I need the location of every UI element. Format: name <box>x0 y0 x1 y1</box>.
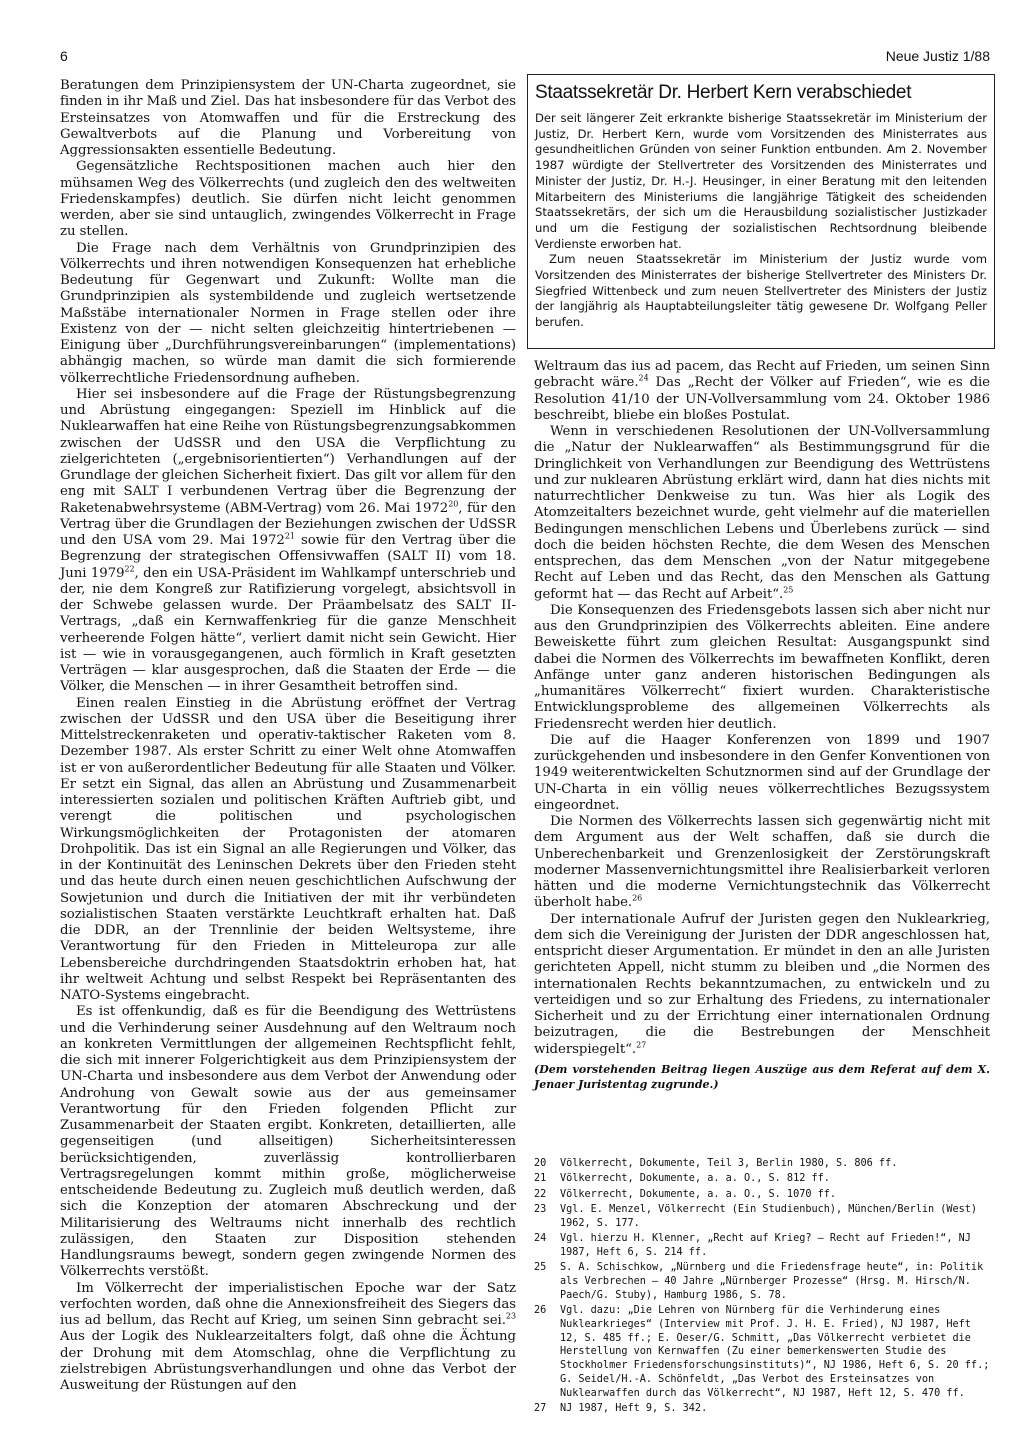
text-run: Wenn in verschiedenen Resolutionen der UN-Vollversammlung die „Natur der Nuklearwaffen“ als Bestimmungsgrund für die Dringlichkeit von Verhandlungen zur Beendigung des Wettrüstens und zur nuklearen Abrüstung erklärt wird, dann hat dies nichts mit naturrechtlicher Denkweise zu tun. Was hier als Logik des Atomzeitalters bezeichnet wurde, geht vielmehr auf die materiellen Bedingungen menschlichen Lebens und Überlebens zurück — sind doch die beiden höchsten Rechte, die dem Wesen des Menschen entsprechen, das dem Menschen „von der Natur mitgegebene Recht auf Leben und das Recht, das den Menschen als Gattung geformt hat — das Recht auf Arbeit“. <box>534 424 990 602</box>
footnote <box>534 1232 990 1260</box>
footnote-ref: 22 <box>124 564 135 574</box>
footnote-text: Vgl. E. Menzel, Völkerrecht (Ein Studienbuch), München/Berlin (West) 1962, S. 177. <box>560 1203 978 1229</box>
footnote-text: Vgl. hierzu H. Klenner, „Recht auf Krieg? — Recht auf Frieden!“, NJ 1987, Heft 6, S. 214 ff. <box>560 1232 971 1258</box>
text-run: Im Völkerrecht der imperialistischen Epoche war der Satz verfochten worden, daß ohne die Annexionsfreiheit des Siegers das ius ad bellum, das Recht auf Krieg, um seinen Sinn gebracht sei. <box>60 1280 516 1328</box>
right-column <box>534 359 990 1092</box>
text-run: , den ein USA-Präsident im Wahlkampf unterschrieb und der, nie dem Kongreß zur Ratifizierung vorgelegt, absichtsvoll in der Schwebe gelassen wurde. Der Präambelsatz des SALT II-Vertrags, „daß ein Kernwaffenkrieg für die ganze Menschheit verheerende Folgen hätte“, verliert damit nicht sein Gewicht. Hier ist — wie in vorausgegangenen, auch förmlich in Kraft gesetzten Verträgen — klar ausgesprochen, daß die Staaten der Erde — die Völker, die Menschen — in ihrer Gesamtheit betroffen sind. <box>60 565 516 695</box>
announcement-title: Staatssekretär Dr. Herbert Kern verabschiedet <box>535 82 912 103</box>
footnote <box>534 1203 990 1231</box>
footnote-text: Vgl. dazu: „Die Lehren von Nürnberg für die Verhinderung eines Nuklearkrieges“ (Interview mit Prof. J. H. E. Fried), NJ 1987, Heft 12, S. 485 ff.; E. Oeser/G. Schmitt, „Das Völkerrecht verbietet die Herstellung von Kernwaffen (Zu einer bemerkenswerten Studie des Stockholmer Friedensforschungsinstituts)“, NJ 1986, Heft 6, S. 20 ff.; G. Seidel/H.-A. Schönfeldt, „Das Verbot des Ersteinsatzes von Nuklearwaffen durch das Völkerrecht“, NJ 1987, Heft 12, S. 470 ff. <box>560 1304 990 1399</box>
footnote <box>534 1402 990 1416</box>
announcement-paragraph: Zum neuen Staatssekretär im Ministerium der Justiz wurde vom Vorsitzenden des Ministerrates der bisherige Stellvertreter des Ministers Dr. Siegfried Wittenbeck und zum neuen Stellvertreter des Ministers der Justiz der langjährig als Hauptabteilungsleiter tätig gewesene Dr. Wolfgang Peller berufen. <box>535 252 987 330</box>
text-run: Weltraum das ius ad pacem, das Recht auf Frieden, um seinen Sinn gebracht wäre. <box>534 359 990 391</box>
paragraph <box>534 912 990 1058</box>
footnote <box>534 1172 990 1186</box>
footnote-number: 26 <box>534 1304 547 1316</box>
text-run: , für den Vertrag über die Grundlagen der Beziehungen zwischen der UdSSR und den USA vom 29. Mai 1972 <box>60 500 516 548</box>
paragraph: Beratungen dem Prinzipiensystem der UN-Charta zugeordnet, sie finden in ihr Maß und Ziel. Das hat insbesondere für das Verbot des Ersteinsatzes von Atomwaffen und für die Erstreckung des Gewaltverbots auf die Planung und Vorbereitung von Aggressionsakten essentielle Bedeutung. <box>60 78 516 158</box>
announcement-paragraph: Der seit längerer Zeit erkrankte bisherige Staatssekretär im Ministerium der Justiz, Dr. Herbert Kern, wurde vom Vorsitzenden des Ministerrates aus gesundheitlichen Gründen von seiner Funktion entbunden. Am 2. November 1987 würdigte der Stellvertreter des Vorsitzenden des Ministerrates und Minister der Justiz, Dr. H.-J. Heusinger, in einer Beratung mit den leitenden Mitarbeitern des Ministeriums die langjährige Tätigkeit des scheidenden Staatssekretärs, der sich um die Herausbildung sozialistischer Justizkader und um die Festigung der sozialistischen Rechtsordnung bleibende Verdienste erworben hat. <box>535 111 987 251</box>
footnote-number: 27 <box>534 1403 547 1415</box>
text-run: sowie für den Vertrag über die Begrenzung der strategischen Offensivwaffen (SALT II) vom 18. Juni 1979 <box>60 533 516 581</box>
footnote <box>534 1157 990 1171</box>
paragraph <box>60 1281 516 1395</box>
paragraph: Es ist offenkundig, daß es für die Beendigung des Wettrüstens und die Verhinderung seiner Ausdehnung auf den Weltraum noch an konkreten Vermittlungen der allgemeinen Rechtspflicht fehlt, die sich mit innerer Folgerichtigkeit aus dem Prinzipiensystem der UN-Charta und insbesondere aus dem Verbot der Anwendung oder Androhung von Gewalt sowie aus der aus gemeinsamer Verantwortung für den Frieden folgenden Pflicht zur Zusammenarbeit der Staaten ergibt. Konkreten, detaillierten, alle gegenseitigen (und allseitigen) Sicherheitsinteressen berücksichtigenden, zuverlässig kontrollierbaren Vertragsregelungen kommt mithin große, möglicherweise entscheidende Bedeutung zu. Zugleich muß deutlich werden, daß sich die Konzeption der atomaren Abschreckung und der Militarisierung des Weltraums nicht innerhalb des rechtlich zulässigen, den Staaten zur Disposition stehenden Handlungsraums bewegt, sondern gegen zwingende Normen des Völkerrechts verstößt. <box>60 1004 516 1280</box>
editor-note: (Dem vorstehenden Beitrag liegen Auszüge aus dem Referat auf dem X. Jenaer Juristentag zugrunde.) <box>534 1062 990 1091</box>
footnote-number: 24 <box>534 1232 547 1244</box>
footnote-number: 21 <box>534 1173 547 1185</box>
footnote-text: Völkerrecht, Dokumente, a. a. O., S. 812 ff. <box>560 1173 830 1185</box>
paragraph: Einen realen Einstieg in die Abrüstung eröffnet der Vertrag zwischen der UdSSR und den USA über die Beseitigung ihrer Mittelstreckenraketen und operativ-taktischer Raketen vom 8. Dezember 1987. Als erster Schritt zu einer Welt ohne Atomwaffen ist er von außerordentlicher Bedeutung für alle Staaten und Völker. Er setzt ein Signal, das allen an Abrüstung und Zusammenarbeit interessierten sozialen und politischen Kräften Auftrieb gibt, und verengt die politischen und psychologischen Wirkungsmöglichkeiten der Protagonisten der atomaren Drohpolitik. Das ist ein Signal an alle Regierungen und Völker, das in der Kontinuität des Leninschen Dekrets über den Frieden steht und das heute durch einen neuen geschichtlichen Aufschwung der Sowjetunion und durch die Initiativen der mit ihr verbündeten sozialistischen Staaten verstärkte Leuchtkraft erhalten hat. Daß die DDR, an der Trennlinie der beiden Weltsysteme, ihre Verantwortung für den Frieden in Mitteleuropa zur alle Lebensbereiche durchdringenden Staatsdoktrin erhoben hat, hat ihr weltweit Achtung und selbst Respekt bei Repräsentanten des NATO-Systems eingebracht. <box>60 695 516 1003</box>
footnote-number: 22 <box>534 1188 547 1200</box>
text-run: Hier sei insbesondere auf die Frage der Rüstungsbegrenzung und Abrüstung eingegangen: Speziell im Hinblick auf die Nuklearwaffen hat eine Reihe von Rüstungsbegrenzungsabkommen zwischen der UdSSR und den USA die Verpflichtung zu zielgerichteten („ergebnisorientierten“) Verhandlungen auf der Grundlage der gleichen Sicherheit fixiert. Das gilt vor allem für den eng mit SALT I verbundenen Vertrag über die Begrenzung der Raketenabwehrsysteme (ABM-Vertrag) vom 26. Mai 1972 <box>60 386 516 516</box>
footnote-text: Völkerrecht, Dokumente, a. a. O., S. 1070 ff. <box>560 1188 837 1200</box>
paragraph: Die Konsequenzen des Friedensgebots lassen sich aber nicht nur aus den Grundprinzipien des Völkerrechts ableiten. Eine andere Beweiskette führt zum gleichen Resultat: Ausgangspunkt sind dabei die Normen des Völkerrechts im bewaffneten Konflikt, deren Anfänge unter ganz anderen historischen Bedingungen als „humanitäres Völkerrecht“ fixiert wurden. Charakteristische Entwicklungsprobleme des allgemeinen Völkerrechts als Friedensrecht werden hier deutlich. <box>534 602 990 732</box>
paragraph: Die Frage nach dem Verhältnis von Grundprinzipien des Völkerrechts und ihren notwendigen Konsequenzen hat erhebliche Bedeutung für Gegenwart und Zukunft: Wollte man die Grundprinzipien als systembildende und zugleich wertsetzende Maßstäbe internationaler Normen in Frage stellen oder ihre Existenz von der — nicht selten gleichzeitig hintertriebenen — Einigung über „Durchführungsvereinbarungen“ (implementations) abhängig machen, so würde man damit die sich formierende völkerrechtliche Friedensordnung aufheben. <box>60 240 516 386</box>
footnote <box>534 1304 990 1401</box>
paragraph: Gegensätzliche Rechtspositionen machen auch hier den mühsamen Weg des Völkerrechts (und zugleich den des weltweiten Friedenskampfes) deutlich. Sie dürfen nicht leicht genommen werden, aber sie sind untauglich, zwingendes Völkerrecht in Frage zu stellen. <box>60 159 516 240</box>
page-number: 6 <box>60 48 68 64</box>
paragraph <box>534 359 990 424</box>
footnote-number: 20 <box>534 1158 547 1169</box>
footnote-ref: 23 <box>505 1311 516 1321</box>
announcement-box <box>527 74 995 349</box>
footnote-number: 25 <box>534 1262 547 1274</box>
footnote-ref: 24 <box>638 373 649 383</box>
paragraph <box>534 814 990 912</box>
footnote-ref: 26 <box>632 893 643 903</box>
footnote-ref: 27 <box>636 1040 647 1050</box>
text-run: Der internationale Aufruf der Juristen gegen den Nuklearkrieg, dem sich die Vereinigung der Juristen der DDR angeschlossen hat, entspricht dieser Argumentation. Er mündet in den an alle Juristen gerichteten Appell, nicht stumm zu bleiben und „die Normen des internationalen Rechts bekanntzumachen, zu entwickeln und zu verteidigen und so zur Erhaltung des Friedens, zu internationaler Sicherheit und zu der Errichtung einer internationalen Ordnung beizutragen, die die Bestrebungen der Menschheit widerspiegelt“. <box>534 911 990 1057</box>
footnote-text: S. A. Schischkow, „Nürnberg und die Friedensfrage heute“, in: Politik als Verbrechen — 40 Jahre „Nürnberger Prozesse“ (Hrsg. M. Hirsch/N. Paech/G. Stuby), Hamburg 1986, S. 78. <box>560 1262 984 1301</box>
footnote-ref: 21 <box>284 531 295 541</box>
journal-issue: Neue Justiz 1/88 <box>885 48 990 64</box>
paragraph <box>60 387 516 696</box>
left-column <box>60 78 516 1394</box>
text-run: Aus der Logik des Nuklearzeitalters folgt, daß ohne die Ächtung der Drohung mit dem Atomschlag, ohne die Verpflichtung zu zielstrebigen Abrüstungsverhandlungen und ohne das Verbot der Ausweitung der Rüstungen auf den <box>60 1329 516 1393</box>
footnote <box>534 1261 990 1302</box>
footnote-text: NJ 1987, Heft 9, S. 342. <box>560 1403 708 1415</box>
paragraph <box>534 424 990 603</box>
text-run: Die Normen des Völkerrechts lassen sich gegenwärtig nicht mit dem Argument aus der Welt schaffen, daß sie durch die Unberechenbarkeit und Grenzenlosigkeit der Zerstörungskraft moderner Massenvernichtungsmittel ihre Realisierbarkeit verloren hätten und die moderne Vernichtungstechnik das Völkerrecht überholt habe. <box>534 814 990 911</box>
footnote-text: Völkerrecht, Dokumente, Teil 3, Berlin 1980, S. 806 ff. <box>560 1158 898 1169</box>
footnotes <box>534 1157 990 1417</box>
footnote <box>534 1188 990 1202</box>
footnote-ref: 20 <box>448 499 459 509</box>
text-run: Das „Recht der Völker auf Frieden“, wie es die Resolution 41/10 der UN-Vollversammlung vom 24. Oktober 1986 beschreibt, bliebe ein bloßes Postulat. <box>534 375 990 423</box>
footnote-ref: 25 <box>783 585 794 595</box>
footnote-number: 23 <box>534 1203 547 1215</box>
paragraph: Die auf die Haager Konferenzen von 1899 und 1907 zurückgehenden und insbesondere in den Genfer Konventionen von 1949 weiterentwickelten Schutznormen sind auf der Grundlage der UN-Charta in ein völlig neues völkerrechtliches Bezugssystem eingeordnet. <box>534 732 990 813</box>
